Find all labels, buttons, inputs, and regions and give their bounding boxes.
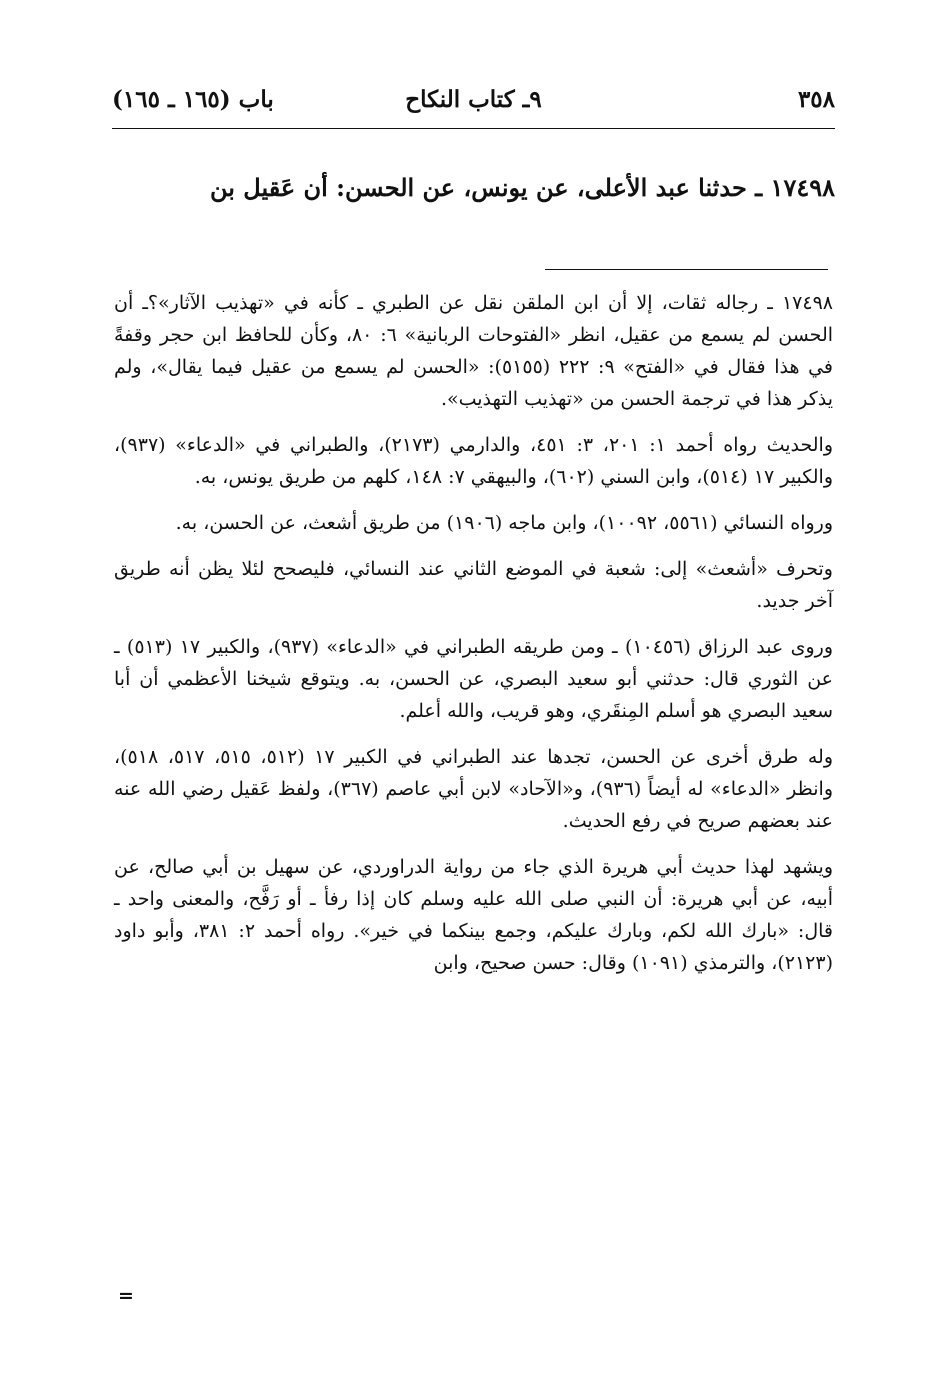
footnote-paragraph: وتحرف «أشعث» إلى: شعبة في الموضع الثاني عند النسائي، فليصحح لئلا يظن أنه طريق آخر جديد. xyxy=(114,558,833,612)
footnote-paragraph: والحديث رواه أحمد ١: ٢٠١، ٣: ٤٥١، والدارمي (٢١٧٣)، والطبراني في «الدعاء» (٩٣٧)، والكبير ١٧ (٥١٤)، وابن السني (٦٠٢)، والبيهقي ٧: ١٤٨، كلهم من طريق يونس، به. xyxy=(114,434,833,488)
footnote-paragraph: ورواه النسائي (٥٥٦١، ١٠٠٩٢)، وابن ماجه (١٩٠٦) من طريق أشعث، عن الحسن، به. xyxy=(175,512,833,534)
footnote-paragraph: وروى عبد الرزاق (١٠٤٥٦) ـ ومن طريقه الطبراني في «الدعاء» (٩٣٧)، والكبير ١٧ (٥١٣) ـ عن الثوري قال: حدثني أبو سعيد البصري، عن الحسن، به. ويتوقع شيخنا الأعظمي أن أبا سعيد البصري هو أسلم المِنقَري، وهو قريب، والله أعلم. xyxy=(114,636,833,722)
hadith-text: ١٧٤٩٨ ـ حدثنا عبد الأعلى، عن يونس، عن الحسن: أن عَقيل بن xyxy=(209,173,835,202)
header-divider xyxy=(112,128,835,129)
book-title: ٩ـ كتاب النكاح xyxy=(405,86,542,113)
chapter-range: باب (١٦٥ ـ ١٦٥) xyxy=(112,86,274,113)
footnote-divider xyxy=(545,269,828,270)
page-number: ٣٥٨ xyxy=(797,86,835,113)
footnotes xyxy=(114,287,833,993)
footnote-paragraph: ١٧٤٩٨ ـ رجاله ثقات، إلا أن ابن الملقن نقل عن الطبري ـ كأنه في «تهذيب الآثار»؟ـ أن الحسن لم يسمع من عقيل، انظر «الفتوحات الربانية» ٦: ٨٠، وكأن للحافظ ابن حجر وقفةً في هذا فقال في «الفتح» ٩: ٢٢٢ (٥١٥٥): «الحسن لم يسمع من عقيل فيما يقال»، ولم يذكر هذا في ترجمة الحسن من «تهذيب التهذيب». xyxy=(114,292,834,410)
continuation-mark: = xyxy=(118,1285,134,1307)
footnote-paragraph: ويشهد لهذا حديث أبي هريرة الذي جاء من رواية الدراوردي، عن سهيل بن أبي صالح، عن أبيه، عن أبي هريرة: أن النبي صلى الله عليه وسلم كان إذا رفأ ـ أو رَفَّح، والمعنى واحد ـ قال: «بارك الله لكم، وبارك عليكم، وجمع بينكما في خير». رواه أحمد ٢: ٣٨١، وأبو داود (٢١٢٣)، والترمذي (١٠٩١) وقال: حسن صحيح، وابن xyxy=(114,856,833,974)
footnote-paragraph: وله طرق أخرى عن الحسن، تجدها عند الطبراني في الكبير ١٧ (٥١٢، ٥١٥، ٥١٧، ٥١٨)، وانظر «الدعاء» له أيضاً (٩٣٦)، و«الآحاد» لابن أبي عاصم (٣٦٧)، ولفظ عَقيل رضي الله عنه عند بعضهم صريح في رفع الحديث. xyxy=(114,746,834,832)
page-header xyxy=(112,82,835,122)
